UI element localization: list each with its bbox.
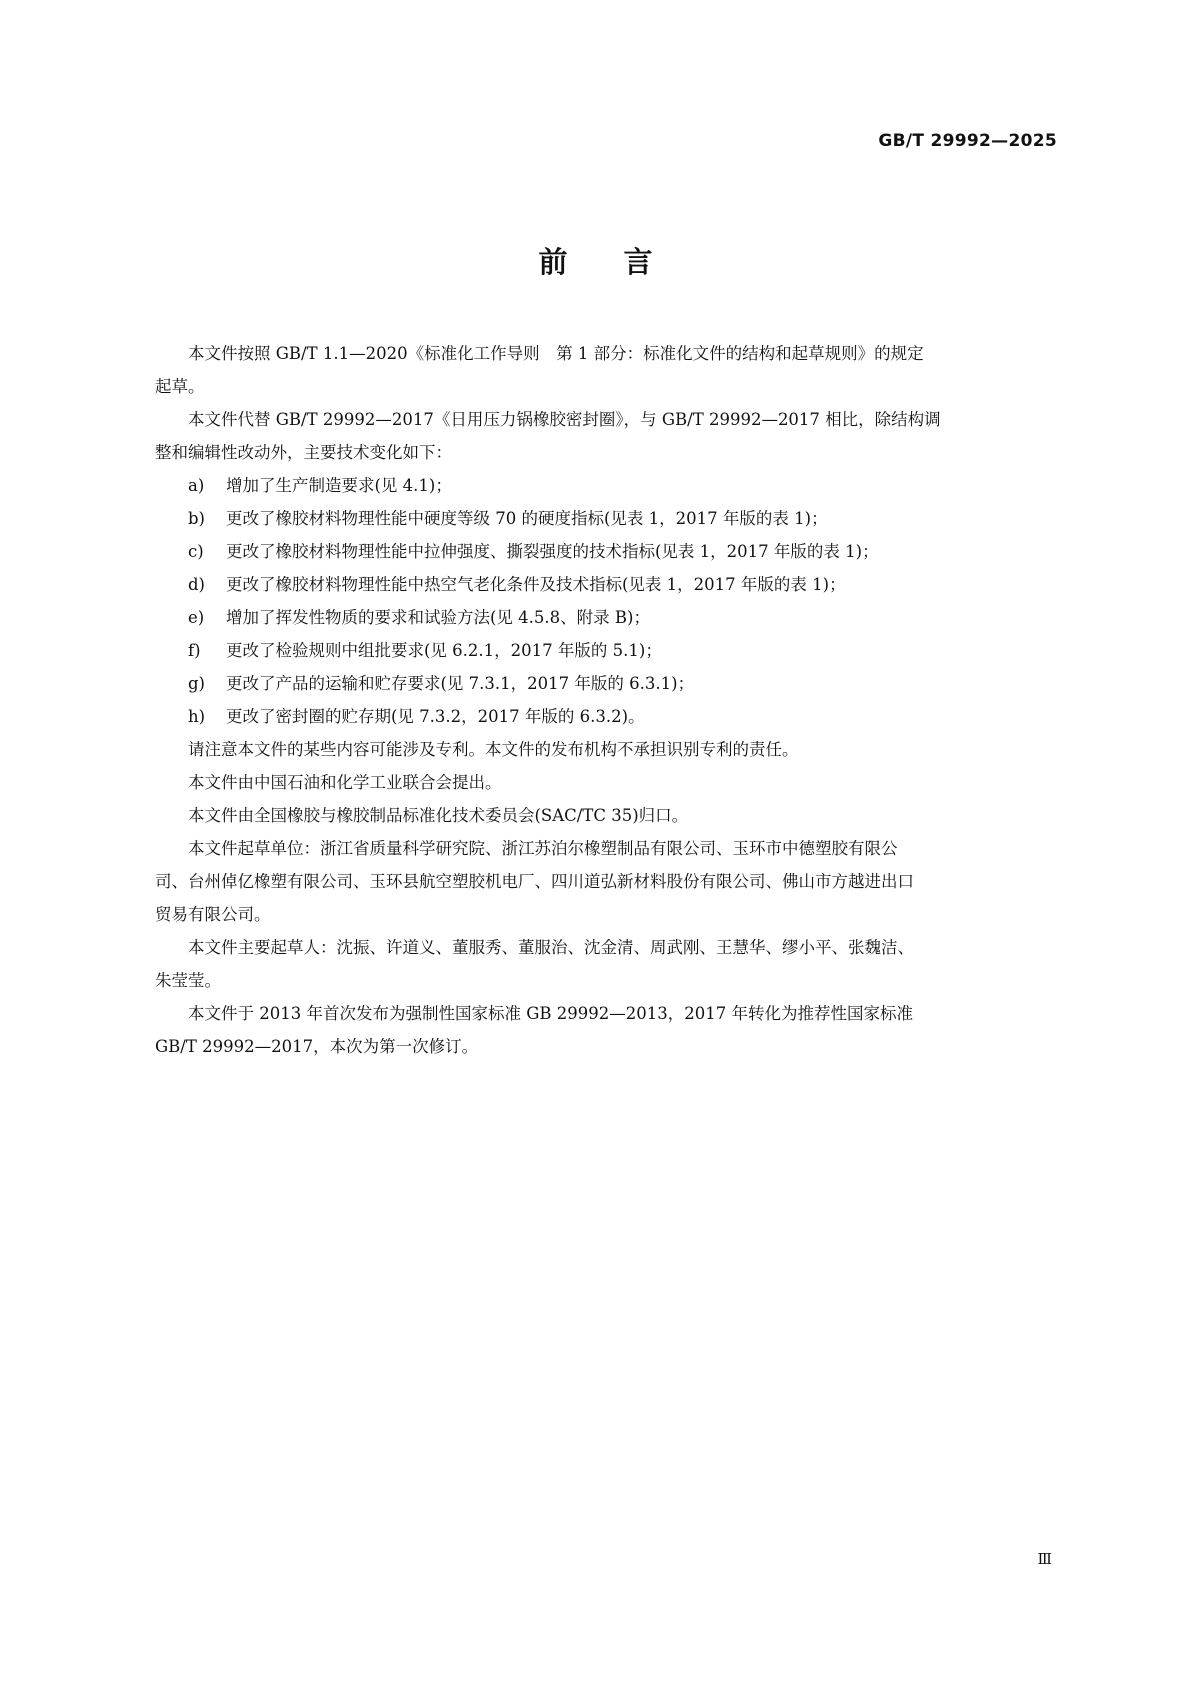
paragraph-drafting-units	[155, 832, 1057, 931]
text-line: GB/T 29992—2017，本次为第一次修订。	[155, 1037, 479, 1056]
page-number: Ⅲ	[1037, 1550, 1051, 1568]
text-line: 请注意本文件的某些内容可能涉及专利。本文件的发布机构不承担识别专利的责任。	[188, 740, 799, 759]
text-line: 司、台州倬亿橡塑有限公司、玉环县航空塑胶机电厂、四川道弘新材料股份有限公司、佛山市方越进出口	[155, 872, 914, 891]
text-line: 本文件按照 GB/T 1.1—2020《标准化工作导则 第 1 部分：标准化文件的结构和起草规则》的规定	[188, 344, 924, 363]
list-item-text: 更改了产品的运输和贮存要求(见 7.3.1，2017 年版的 6.3.1)；	[226, 674, 695, 693]
text-line: 贸易有限公司。	[155, 905, 271, 924]
list-item-text: 增加了生产制造要求(见 4.1)；	[226, 476, 452, 495]
paragraph-drafters	[155, 931, 1057, 997]
list-item-text: 更改了橡胶材料物理性能中拉伸强度、撕裂强度的技术指标(见表 1，2017 年版的表 1)；	[226, 542, 879, 561]
list-item-text: 更改了密封圈的贮存期(见 7.3.2，2017 年版的 6.3.2)。	[226, 707, 645, 726]
paragraph-drafting-rules	[155, 337, 1057, 403]
list-item-letter: h)	[188, 707, 206, 726]
list-item	[155, 502, 1057, 535]
list-item-letter: e)	[188, 608, 205, 627]
paragraph-proposer	[155, 766, 1057, 799]
list-item-letter: f)	[188, 641, 201, 660]
list-item	[155, 700, 1057, 733]
text-line: 起草。	[155, 377, 205, 396]
list-item-text: 更改了橡胶材料物理性能中硬度等级 70 的硬度指标(见表 1，2017 年版的表 1)；	[226, 509, 828, 528]
paragraph-replacement	[155, 403, 1057, 469]
page-title: 前言	[538, 245, 709, 279]
list-item	[155, 667, 1057, 700]
paragraph-history	[155, 997, 1057, 1063]
text-line: 本文件代替 GB/T 29992—2017《日用压力锅橡胶密封圈》，与 GB/T 29992—2017 相比，除结构调	[188, 410, 941, 429]
list-item-letter: g)	[188, 674, 205, 693]
list-item	[155, 535, 1057, 568]
list-item-text: 增加了挥发性物质的要求和试验方法(见 4.5.8、附录 B)；	[226, 608, 650, 627]
text-line: 本文件起草单位：浙江省质量科学研究院、浙江苏泊尔橡塑制品有限公司、玉环市中德塑胶有限公	[188, 839, 898, 858]
paragraph-committee	[155, 799, 1057, 832]
list-item-text: 更改了检验规则中组批要求(见 6.2.1，2017 年版的 5.1)；	[226, 641, 662, 660]
list-item	[155, 568, 1057, 601]
list-item	[155, 634, 1057, 667]
list-item-letter: d)	[188, 575, 205, 594]
list-item-letter: b)	[188, 509, 205, 528]
text-line: 朱莹莹。	[155, 971, 221, 990]
document-id: GB/T 29992—2025	[878, 131, 1057, 151]
paragraph-patent-notice	[155, 733, 1057, 766]
list-item	[155, 601, 1057, 634]
list-item-text: 更改了橡胶材料物理性能中热空气老化条件及技术指标(见表 1，2017 年版的表 1)；	[226, 575, 846, 594]
changes-list	[155, 469, 1057, 733]
text-line: 本文件于 2013 年首次发布为强制性国家标准 GB 29992—2013，2017 年转化为推荐性国家标准	[188, 1004, 913, 1023]
list-item-letter: a)	[188, 476, 205, 495]
text-line: 本文件主要起草人：沈振、许道义、董服秀、董服治、沈金清、周武刚、王慧华、缪小平、张魏洁、	[188, 938, 914, 957]
text-line: 本文件由全国橡胶与橡胶制品标准化技术委员会(SAC/TC 35)归口。	[188, 806, 689, 825]
document-body	[155, 337, 1057, 1063]
list-item	[155, 469, 1057, 502]
text-line: 本文件由中国石油和化学工业联合会提出。	[188, 773, 502, 792]
list-item-letter: c)	[188, 542, 204, 561]
text-line: 整和编辑性改动外，主要技术变化如下：	[155, 443, 452, 462]
